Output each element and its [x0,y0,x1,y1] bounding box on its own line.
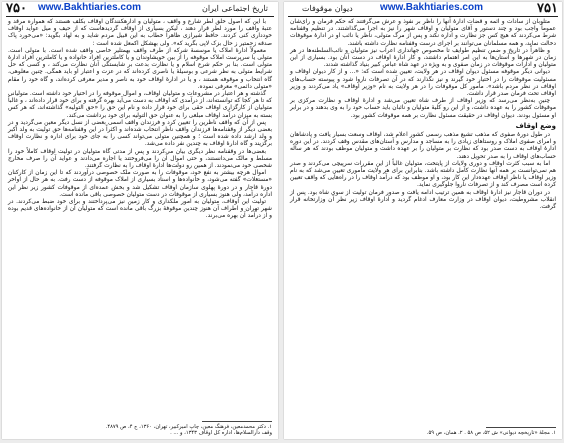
footnotes [8,421,272,436]
paragraph: گذشته و هر اعتبار در مشروعات و متولیان اوقاف، و اموال موقوفه را در اختیار خود داشته است. متولیانی که تا هر کجا که توانسته‌اند، از درآمدی که اوقاف به دست می‌آید بهره گرفته و برای خود قرار داده‌اند ، و غالباً متولیان از کارگزاری اوقاف حقی برای خود قرار داده و نام این حق را «حق التولیه» گذاشته‌اند، که هر کس بسته به میزان درآمد اوقاف مبلغی را به عنوان حق التولیه برای خود برداشت می‌کند. [8,91,272,119]
left-page [2,2,278,439]
header-rule [6,16,274,17]
page-body [290,19,556,211]
paragraph: اما به سبب کثرت اوقاف و دوری ولایات از پایتخت، متولیان غالباً از این مقررات سرپیچی می‌کردند و صدر هم نمی‌توانست بر همه آنها نظارت کامل داشته باشد. بنابراین برای هر ولایت مأموری تعیین می‌شد که به نام وزیر اوقاف یا ناظر اوقاف عهده‌دار این کار بود، و او موظف بود که درآمد اوقاف را در راه‌هایی که واقف تعیین کرده است مصرف کند و از تصرفات ناروا جلوگیری نماید. [289,160,556,189]
page-body [8,19,272,221]
header-rule [288,16,558,17]
section-heading: وضع اوقاف [515,121,556,130]
paragraph: در دوران قاجار نیز ادارهٔ اوقاف به همین ترتیب ادامه یافت و صدور فرمان تولیت از سوی شاه بود. پس از انقلاب مشروطیت، دیوان اوقاف در وزارت معارف ادغام گردید و ادارهٔ اوقاف زیر نظر آن وزارتخانه قرار گرفت. [290,189,556,211]
paragraph: تولیت این اوقاف، متولیان به امور ملکداری و کار زمین نیز می‌پرداختند و برای خود ضبط می‌کردند. در شهر تهران و اطراف آن هنوز چندین موقوفهٔ بزرگ باقی مانده است که متولیان آن از خانواده‌های قدیم بوده و از درآمد آن بهره می‌برند. [8,199,272,220]
paragraph: با این که اصول خلق لطر شارع و واقف ، متولیان و ادارهکنندگان اوقاف بکلف هستند که همواره مرقد و عتبهٔ واقف را مورد لطر قرار دهند ، لیکن بسیاری از اوقاف گردیدهاست که از حیف و میل عواید اوقاف خودداری کنی کردند. حافظ شیرازی ظاهراً خطاب به این قبیل مردم شاید و به لهاد بگوید: «می‌خورد پاک صدقه زحمتیر ز حال بزک لاپی بگرید که». ولی بهشکل اکمعل شده است : [8,19,272,47]
paragraph: دیوانی دیگر موقوفه مسئول دیوان اوقاف در هر ولایت، تعیین شده است که: «... و از کار دیوان اوقاف و مسئولیت موقوفات را در اختیار خود گیرند و نیز نگذارند که در آن تصرفات ناروا شود و پیوسته حساب‌های اوقاف در نظر مردم باشد». مأمور کل موقوفات را در هر ولایت به نام «وزیر اوقاف» یاد می‌کردند و وزیر اوقاف تحت فرمان صدر قرار داشت. [290,69,556,98]
page-number: ۷۵۱ [537,2,558,16]
footnote: ۱. دکتر محمدمعین، فرهنگ معین، چاپ امیرکبیر، تهران، ۱۳۶۰، ج ۴، ص ۴۸۷۹. [105,424,272,430]
site-watermark: www.Bakhtiaries.com [38,2,141,13]
paragraph: متلوبان از سادات و ائمه و قضات ادارهٔ آنها را ناظر بر نفوذ و عرش می‌گرفتند که حکم فرمان و رای‌شان عموماً واجب بود و چند دستور و آقای متولیان و اوقاف شهر را نیز به اجرا می‌گذاشتند. در تنظیم وقفنامه شرط می‌کردند که هیچ کس جز نظارت و اداره نکند و پس از مرگ متولی، ناظر یا نائب او در ادارهٔ موقوفات دخالت نماید، و همه مسلمانان می‌توانند بر اجرای درست وقفنامه نظارت داشته باشند. [290,19,556,47]
footnotes [290,427,556,436]
page-number: ۷۵۰ [6,2,27,16]
paragraph: اموال هرچه بیشتر به نفع خود، موقوفات را به صورت ملک خصوصی درآوردند که تا این زمان از کارکنان «مستغلات» گفته می‌شود، و خانواده‌ها و اسناد بسیاری از املاک موقوفه از دست رفت. به هر حال از اواخر دورهٔ قاجار و در دورهٔ پهلوی سازمان اوقاف تشکیل شد و بخش عمده‌ای از موقوفات کشور زیر نظر این اداره درآمد، ولی هنوز بسیاری از موقوفات در دست متولیان خصوصی باقی مانده است. [8,170,272,198]
page-header [2,2,278,16]
footnote: وقف دارالسلام‌ها، اداره کل اوقاف ۱۳۴۳، و ... . [170,430,272,436]
footnote-rule [486,427,556,428]
paragraph: چنین به‌نظر می‌رسد که وزیر اوقاف از طرف شاه تعیین می‌شد و ادارهٔ اوقاف و نظارت مرکزی بر موقوفات کشور را به عهده داشت، و از این رو کلیهٔ متولیان و نائبان باید حساب خود را به وی بدهند و در برابر او مسئول بودند. دیوان اوقاف در حقیقت مسئول نظارت بر همه موقوفات کشور بود. [290,98,556,119]
footnote: ۱. مجلهٔ «تاریخچه دیوانی» ش ۵۲، ص ۵۸ . ۲. همان، ص ۵۹. [426,430,556,436]
paragraph: بعضی‌ها در وقفنامه نظر دیگری بیان می‌کردند و پس از مدتی گاه متولیان در تولیت اوقاف کاملاً خود را مسلط و مالک می‌دانستند، و حتی اموال آن را می‌فروختند یا اجاره می‌دادند و عواید آن را صرف مخارج شخصی خود می‌نمودند. از همین رو دولت‌ها ادارهٔ اوقاف را به نظارت گرفتند. [8,148,272,170]
paragraph: در طول دورهٔ صفوی که مذهب تشیع مذهب رسمی کشور اعلام شد، اوقاف وسعت بسیار یافت و پادشاهان و امرای صفوی املاک و روستاهای زیادی را به مساجد و مدارس و آستان‌های مقدس وقف کردند. در این دوره ادارهٔ اوقاف به دست صدر بود که نظارت بر متولیان را بر عهده داشت و متولیان موظف بودند که هر ساله حساب‌های اوقاف را به صدر تحویل دهند. [290,132,556,160]
page-header [284,2,562,16]
running-title: تاریخ اجتماعی ایران [201,4,268,13]
footnote-rule [202,421,272,422]
paragraph: پس از آن که واقف ناظرین را تعیین کرد و فرزندان واقف اسمی بعضی از نسل دیگر معین می‌گردید و در بعضی دیگر از وقفنامه‌ها فرزندان واقف ناظر انتخاب شده‌اند و اکثراً در این وقفنامه‌ها حق تولیت به ولد اکبر و ولد ارشد داده شده است ؛ و همچنین متولی می‌تواند کسی را به جای خود برای اداره و نظارت اوقاف برگزیند و گاه ادارهٔ اوقاف به چندین نفر داده می‌شد. [8,119,272,148]
site-watermark: www.Bakhtiaries.com [380,2,483,13]
paragraph: معمولاً ادارهٔ املاک یا موسسهٔ شرکه از طرف واقف بهمتلیر خاصی واقف شده است. با متولی است. متولی یا سرپرست املاک موقوفه را از بین خویشاوندان و یا کاملترین افراد خانواده و یا کاملترین افراد ادارهٔ متولی است. بنا بر حکم شرع اسلام و یا نظارت بدعت بر شایستگی آنان نظارت می‌کند ، و کسی که حل شرایط متولی به نظر شرعی و بوسیلهٔ یا ناصری کرده‌اند که در عزت و اعتبار او باید همگی. چنین مغلوهی، گاه انتخاب و موقوفه هستند ، و یا در ادارهٔ اوقاف خود به ناصر و مدیر معرفی کرده‌اند، و گاه خود را مقام «متولی دائمی» معرفی نموده. [8,47,272,90]
running-title: دیوان موقوفات [302,4,353,13]
right-page [284,2,562,439]
paragraph: و ظاهراً در تاریخ و ضمن تنظیم طوایف تا مخصوص جهانداری اعراب نیز متولیان و نائب‌السلطنه‌ها در هر زمان در شهرها و آستان‌ها به این امر اهتمام داشتند، و کار ادارهٔ اوقاف در دست آنان بود. بسیاری از این متولیان و ادارات موقوفات در زمان صفوی و به ویژه در عهد شاه عباس کبیر بنیاد گذاشته شدند. [290,47,556,69]
